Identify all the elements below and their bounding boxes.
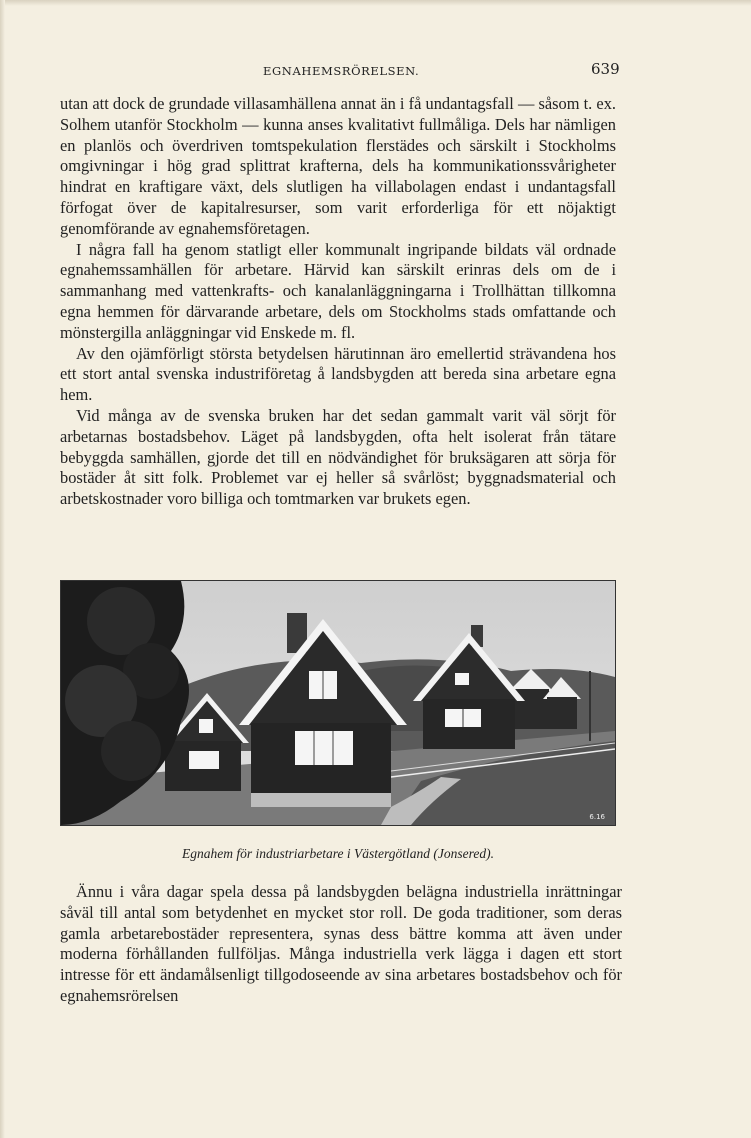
body-text-upper <box>60 94 616 510</box>
page-edge-shadow-left <box>0 0 5 1138</box>
running-head: EGNAHEMSRÖRELSEN. <box>263 64 420 78</box>
house-illustration <box>61 581 615 825</box>
page-edge-shadow-top <box>0 0 751 6</box>
photo-caption: Egnahem för industriarbetare i Västergötland (Jonsered). <box>182 846 494 861</box>
paragraph-2: I några fall ha genom statligt eller kommunalt ingripande bildats väl ordnade egnahemssamhällen för arbetare. Härvid kan särskilt erinras dels om de i sammanhang med vattenkrafts- och kanalanläggningarna i Trollhättan tillkomna egna hemmen för därvarande arbetare, dels om Stockholms stads omfattande och mönstergilla anläggningar vid Enskede m. fl. <box>60 239 616 342</box>
body-text-lower <box>60 882 622 1007</box>
halftone-photograph-houses <box>60 580 616 826</box>
paragraph-1: utan att dock de grundade villasamhällena annat än i få undantagsfall — såsom t. ex. Solhem utanför Stockholm — kunna anses kvalitativt fullmåliga. Dels har nämligen en planlös och överdriven tomtspekulation flerstädes och särskilt i Stockholms omgivningar i hög grad splittrat krafterna, dels ha kommunikationssvårigheter hindrat en kraftigare växt, dels slutligen ha villabolagen endast i undantagsfall förfogat över de kapitalresurser, som varit erforderliga för ett nöjaktigt genomförande av egnahemsföretagen. <box>60 94 616 238</box>
paragraph-4: Vid många av de svenska bruken har det sedan gammalt varit väl sörjt för arbetarnas bostadsbehov. Läget på landsbygden, ofta helt isolerat från tätare bebyggda samhällen, gjorde det till en nödvändighet för bruksägaren att sörja för bostäder åt sitt folk. Problemet var ej heller så svårlöst; byggnadsmaterial och arbetskostnader voro billiga och tomtmarken var brukets egen. <box>60 405 616 509</box>
paragraph-3: Av den ojämförligt största betydelsen härutinnan äro emellertid strävandena hos ett stort antal svenska industriföretag å landsbygden att bereda sina arbetare egna hem. <box>60 343 616 405</box>
photo-signature: 6.16 <box>589 813 605 821</box>
page-number: 639 <box>591 60 620 78</box>
paragraph-5: Ännu i våra dagar spela dessa på landsbygden belägna industriella inrättningar såväl till antal som betydenhet en mycket stor roll. De goda traditioner, som deras gamla arbetarebostäder representera, synas dess bättre komma att även under moderna förhållanden fullföljas. Många industriella verk lägga i dagen ett stort intresse för ett ändamålsenligt tillgodoseende av sina arbetares bostadsbehov och för egnahemsrörelsen <box>60 882 622 1005</box>
